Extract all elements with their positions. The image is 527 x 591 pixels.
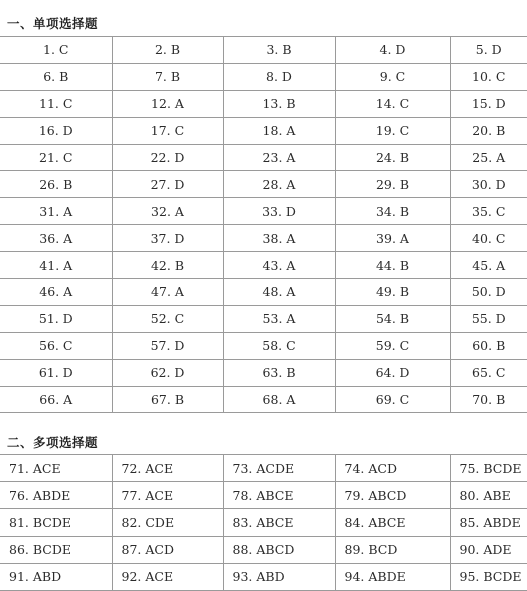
answer-cell bbox=[335, 198, 450, 225]
multiple-choice-row bbox=[0, 563, 527, 590]
answer-text: 95. BCDE bbox=[459, 569, 522, 585]
answer-cell bbox=[0, 171, 112, 198]
answer-text: 18. A bbox=[262, 123, 296, 139]
answer-text: 64. D bbox=[375, 365, 410, 381]
answer-text: 93. ABD bbox=[232, 569, 285, 585]
answer-text: 82. CDE bbox=[121, 514, 175, 530]
answer-cell bbox=[335, 279, 450, 306]
answer-cell bbox=[223, 482, 335, 509]
answer-text: 72. ACE bbox=[121, 460, 174, 476]
answer-cell bbox=[450, 252, 527, 279]
answer-cell bbox=[335, 482, 450, 509]
answer-text: 1. C bbox=[43, 42, 69, 58]
answer-text: 50. D bbox=[471, 284, 506, 300]
answer-text: 49. B bbox=[375, 284, 410, 300]
answer-cell bbox=[223, 63, 335, 90]
answer-cell bbox=[335, 252, 450, 279]
answer-cell bbox=[450, 536, 527, 563]
answer-text: 52. C bbox=[150, 311, 185, 327]
answer-cell bbox=[450, 279, 527, 306]
answer-cell bbox=[0, 332, 112, 359]
answer-text: 83. ABCE bbox=[232, 514, 294, 530]
single-choice-row bbox=[0, 225, 527, 252]
answer-cell bbox=[0, 144, 112, 171]
answer-text: 54. B bbox=[375, 311, 410, 327]
answer-cell bbox=[335, 563, 450, 590]
answer-text: 81. BCDE bbox=[9, 514, 71, 530]
answer-cell bbox=[335, 117, 450, 144]
answer-cell bbox=[223, 455, 335, 482]
answer-text: 80. ABE bbox=[459, 487, 511, 503]
answer-cell bbox=[112, 90, 223, 117]
single-choice-row bbox=[0, 117, 527, 144]
answer-cell bbox=[335, 171, 450, 198]
answer-cell bbox=[335, 455, 450, 482]
answer-text: 23. A bbox=[262, 150, 296, 165]
answer-cell bbox=[112, 63, 223, 90]
answer-text: 17. C bbox=[150, 123, 185, 139]
answer-text: 10. C bbox=[472, 69, 506, 85]
answer-cell bbox=[335, 386, 450, 413]
answer-text: 39. A bbox=[376, 230, 409, 246]
answer-text: 91. ABD bbox=[9, 569, 62, 585]
answer-cell bbox=[450, 455, 527, 482]
answer-text: 48. A bbox=[262, 284, 296, 300]
answer-text: 21. C bbox=[39, 150, 73, 165]
single-choice-answer-rows bbox=[0, 37, 527, 413]
answer-text: 47. A bbox=[151, 284, 184, 300]
answer-cell bbox=[112, 144, 223, 171]
answer-cell bbox=[335, 332, 450, 359]
answer-cell bbox=[112, 37, 223, 64]
answer-text: 51. D bbox=[38, 311, 73, 327]
answer-text: 60. B bbox=[472, 338, 506, 354]
single-choice-row bbox=[0, 359, 527, 386]
answer-text: 69. C bbox=[375, 392, 410, 408]
answer-cell bbox=[335, 63, 450, 90]
answer-text: 13. B bbox=[262, 96, 296, 112]
answer-cell bbox=[223, 90, 335, 117]
answer-cell bbox=[0, 198, 112, 225]
answer-text: 65. C bbox=[472, 365, 506, 381]
answer-cell bbox=[0, 482, 112, 509]
answer-text: 85. ABDE bbox=[459, 514, 521, 530]
single-choice-row bbox=[0, 305, 527, 332]
answer-cell bbox=[112, 455, 223, 482]
answer-cell bbox=[223, 171, 335, 198]
answer-cell bbox=[112, 198, 223, 225]
answer-text: 31. A bbox=[39, 203, 73, 219]
answer-cell bbox=[223, 37, 335, 64]
answer-cell bbox=[223, 305, 335, 332]
multiple-choice-answer-table bbox=[0, 454, 527, 591]
answer-cell bbox=[450, 305, 527, 332]
answer-text: 14. C bbox=[375, 96, 410, 112]
answer-cell bbox=[450, 37, 527, 64]
answer-text: 58. C bbox=[262, 338, 296, 354]
answer-text: 15. D bbox=[471, 96, 506, 112]
answer-cell bbox=[450, 509, 527, 536]
answer-cell bbox=[450, 63, 527, 90]
answer-text: 20. B bbox=[472, 123, 506, 139]
answer-text: 55. D bbox=[471, 311, 506, 327]
answer-text: 5. D bbox=[475, 42, 502, 58]
answer-cell bbox=[450, 171, 527, 198]
answer-cell bbox=[223, 144, 335, 171]
answer-cell bbox=[223, 509, 335, 536]
answer-cell bbox=[223, 359, 335, 386]
answer-text: 30. D bbox=[471, 176, 506, 192]
answer-text: 7. B bbox=[154, 69, 181, 85]
answer-text: 88. ABCD bbox=[232, 542, 295, 558]
answer-cell bbox=[112, 332, 223, 359]
answer-text: 3. B bbox=[266, 42, 292, 58]
answer-text: 74. ACD bbox=[344, 460, 397, 476]
answer-text: 62. D bbox=[150, 365, 185, 381]
answer-cell bbox=[223, 536, 335, 563]
answer-cell bbox=[0, 117, 112, 144]
answer-cell bbox=[335, 305, 450, 332]
answer-cell bbox=[112, 359, 223, 386]
answer-cell bbox=[0, 563, 112, 590]
answer-text: 37. D bbox=[150, 230, 185, 246]
answer-cell bbox=[0, 509, 112, 536]
answer-text: 44. B bbox=[375, 257, 410, 273]
answer-text: 28. A bbox=[262, 176, 296, 192]
answer-text: 71. ACE bbox=[9, 460, 61, 476]
answer-text: 90. ADE bbox=[459, 542, 512, 558]
answer-cell bbox=[335, 37, 450, 64]
answer-cell bbox=[112, 225, 223, 252]
answer-text: 92. ACE bbox=[121, 569, 174, 585]
answer-cell bbox=[223, 279, 335, 306]
answer-cell bbox=[450, 563, 527, 590]
single-choice-row bbox=[0, 90, 527, 117]
answer-cell bbox=[223, 252, 335, 279]
multiple-choice-answer-rows bbox=[0, 455, 527, 591]
answer-text: 9. C bbox=[379, 69, 406, 85]
answer-cell bbox=[450, 117, 527, 144]
answer-cell bbox=[450, 225, 527, 252]
answer-cell bbox=[112, 536, 223, 563]
single-choice-section-title: 一、单项选择题 bbox=[7, 16, 99, 31]
answer-cell bbox=[0, 279, 112, 306]
answer-text: 12. A bbox=[151, 96, 184, 112]
answer-text: 75. BCDE bbox=[459, 460, 522, 476]
single-choice-answer-table bbox=[0, 36, 527, 413]
answer-cell bbox=[450, 482, 527, 509]
single-choice-row bbox=[0, 37, 527, 64]
single-choice-row bbox=[0, 63, 527, 90]
answer-text: 34. B bbox=[375, 203, 410, 219]
answer-text: 59. C bbox=[375, 338, 410, 354]
answer-cell bbox=[450, 90, 527, 117]
single-choice-row bbox=[0, 279, 527, 306]
answer-text: 33. D bbox=[262, 203, 296, 219]
answer-cell bbox=[335, 144, 450, 171]
answer-cell bbox=[450, 359, 527, 386]
answer-cell bbox=[335, 509, 450, 536]
answer-text: 32. A bbox=[151, 203, 184, 219]
single-choice-row bbox=[0, 144, 527, 171]
answer-cell bbox=[223, 225, 335, 252]
multiple-choice-row bbox=[0, 455, 527, 482]
answer-text: 53. A bbox=[262, 311, 296, 327]
answer-text: 24. B bbox=[375, 150, 410, 165]
answer-text: 36. A bbox=[39, 230, 73, 246]
answer-cell bbox=[223, 386, 335, 413]
answer-cell bbox=[112, 171, 223, 198]
answer-text: 25. A bbox=[472, 150, 506, 165]
answer-cell bbox=[450, 386, 527, 413]
answer-cell bbox=[0, 90, 112, 117]
answer-cell bbox=[223, 563, 335, 590]
answer-text: 22. D bbox=[150, 150, 185, 165]
answer-text: 16. D bbox=[38, 123, 73, 139]
answer-text: 57. D bbox=[150, 338, 185, 354]
answer-text: 56. C bbox=[39, 338, 73, 354]
answer-cell bbox=[450, 198, 527, 225]
answer-text: 76. ABDE bbox=[9, 487, 71, 503]
answer-text: 42. B bbox=[150, 257, 185, 273]
single-choice-row bbox=[0, 332, 527, 359]
answer-cell bbox=[0, 386, 112, 413]
answer-text: 35. C bbox=[472, 203, 506, 219]
answer-cell bbox=[0, 63, 112, 90]
answer-cell bbox=[335, 225, 450, 252]
answer-text: 46. A bbox=[39, 284, 73, 300]
answer-cell bbox=[0, 536, 112, 563]
answer-text: 94. ABDE bbox=[344, 569, 406, 585]
answer-cell bbox=[0, 252, 112, 279]
single-choice-row bbox=[0, 386, 527, 413]
answer-cell bbox=[335, 359, 450, 386]
answer-text: 77. ACE bbox=[121, 487, 174, 503]
answer-cell bbox=[112, 386, 223, 413]
answer-text: 29. B bbox=[375, 176, 410, 192]
answer-text: 4. D bbox=[379, 42, 406, 58]
answer-cell bbox=[0, 305, 112, 332]
answer-cell bbox=[112, 305, 223, 332]
answer-text: 66. A bbox=[39, 392, 73, 408]
answer-cell bbox=[0, 359, 112, 386]
answer-text: 26. B bbox=[39, 176, 73, 192]
answer-text: 79. ABCD bbox=[344, 487, 407, 503]
answer-text: 87. ACD bbox=[121, 542, 174, 558]
answer-text: 86. BCDE bbox=[9, 542, 71, 558]
answer-cell bbox=[223, 117, 335, 144]
multiple-choice-section-title: 二、多项选择题 bbox=[7, 435, 99, 450]
answer-text: 38. A bbox=[262, 230, 296, 246]
answer-text: 67. B bbox=[150, 392, 185, 408]
answer-cell bbox=[335, 536, 450, 563]
answer-cell bbox=[450, 332, 527, 359]
answer-text: 2. B bbox=[154, 42, 181, 58]
answer-cell bbox=[223, 332, 335, 359]
single-choice-row bbox=[0, 171, 527, 198]
answer-cell bbox=[223, 198, 335, 225]
answer-cell bbox=[112, 252, 223, 279]
answer-cell bbox=[335, 90, 450, 117]
answer-text: 84. ABCE bbox=[344, 514, 406, 530]
answer-cell bbox=[112, 279, 223, 306]
answer-text: 89. BCD bbox=[344, 542, 398, 558]
answer-text: 63. B bbox=[262, 365, 296, 381]
multiple-choice-row bbox=[0, 536, 527, 563]
answer-text: 19. C bbox=[375, 123, 410, 139]
answer-text: 73. ACDE bbox=[232, 460, 295, 476]
answer-cell bbox=[112, 117, 223, 144]
answer-cell bbox=[450, 144, 527, 171]
answer-text: 61. D bbox=[38, 365, 73, 381]
answer-text: 6. B bbox=[43, 69, 69, 85]
answer-text: 43. A bbox=[262, 257, 296, 273]
answer-cell bbox=[112, 509, 223, 536]
answer-text: 40. C bbox=[472, 230, 506, 246]
answer-text: 11. C bbox=[39, 96, 73, 112]
answer-cell bbox=[112, 563, 223, 590]
multiple-choice-row bbox=[0, 482, 527, 509]
multiple-choice-row bbox=[0, 509, 527, 536]
answer-cell bbox=[0, 225, 112, 252]
answer-cell bbox=[0, 455, 112, 482]
answer-text: 41. A bbox=[39, 257, 73, 273]
answer-text: 8. D bbox=[266, 69, 292, 85]
answer-text: 78. ABCE bbox=[232, 487, 294, 503]
answer-text: 27. D bbox=[150, 176, 185, 192]
answer-cell bbox=[0, 37, 112, 64]
single-choice-row bbox=[0, 198, 527, 225]
answer-text: 70. B bbox=[472, 392, 506, 408]
answer-text: 68. A bbox=[262, 392, 296, 408]
answer-cell bbox=[112, 482, 223, 509]
single-choice-row bbox=[0, 252, 527, 279]
answer-text: 45. A bbox=[472, 257, 506, 273]
